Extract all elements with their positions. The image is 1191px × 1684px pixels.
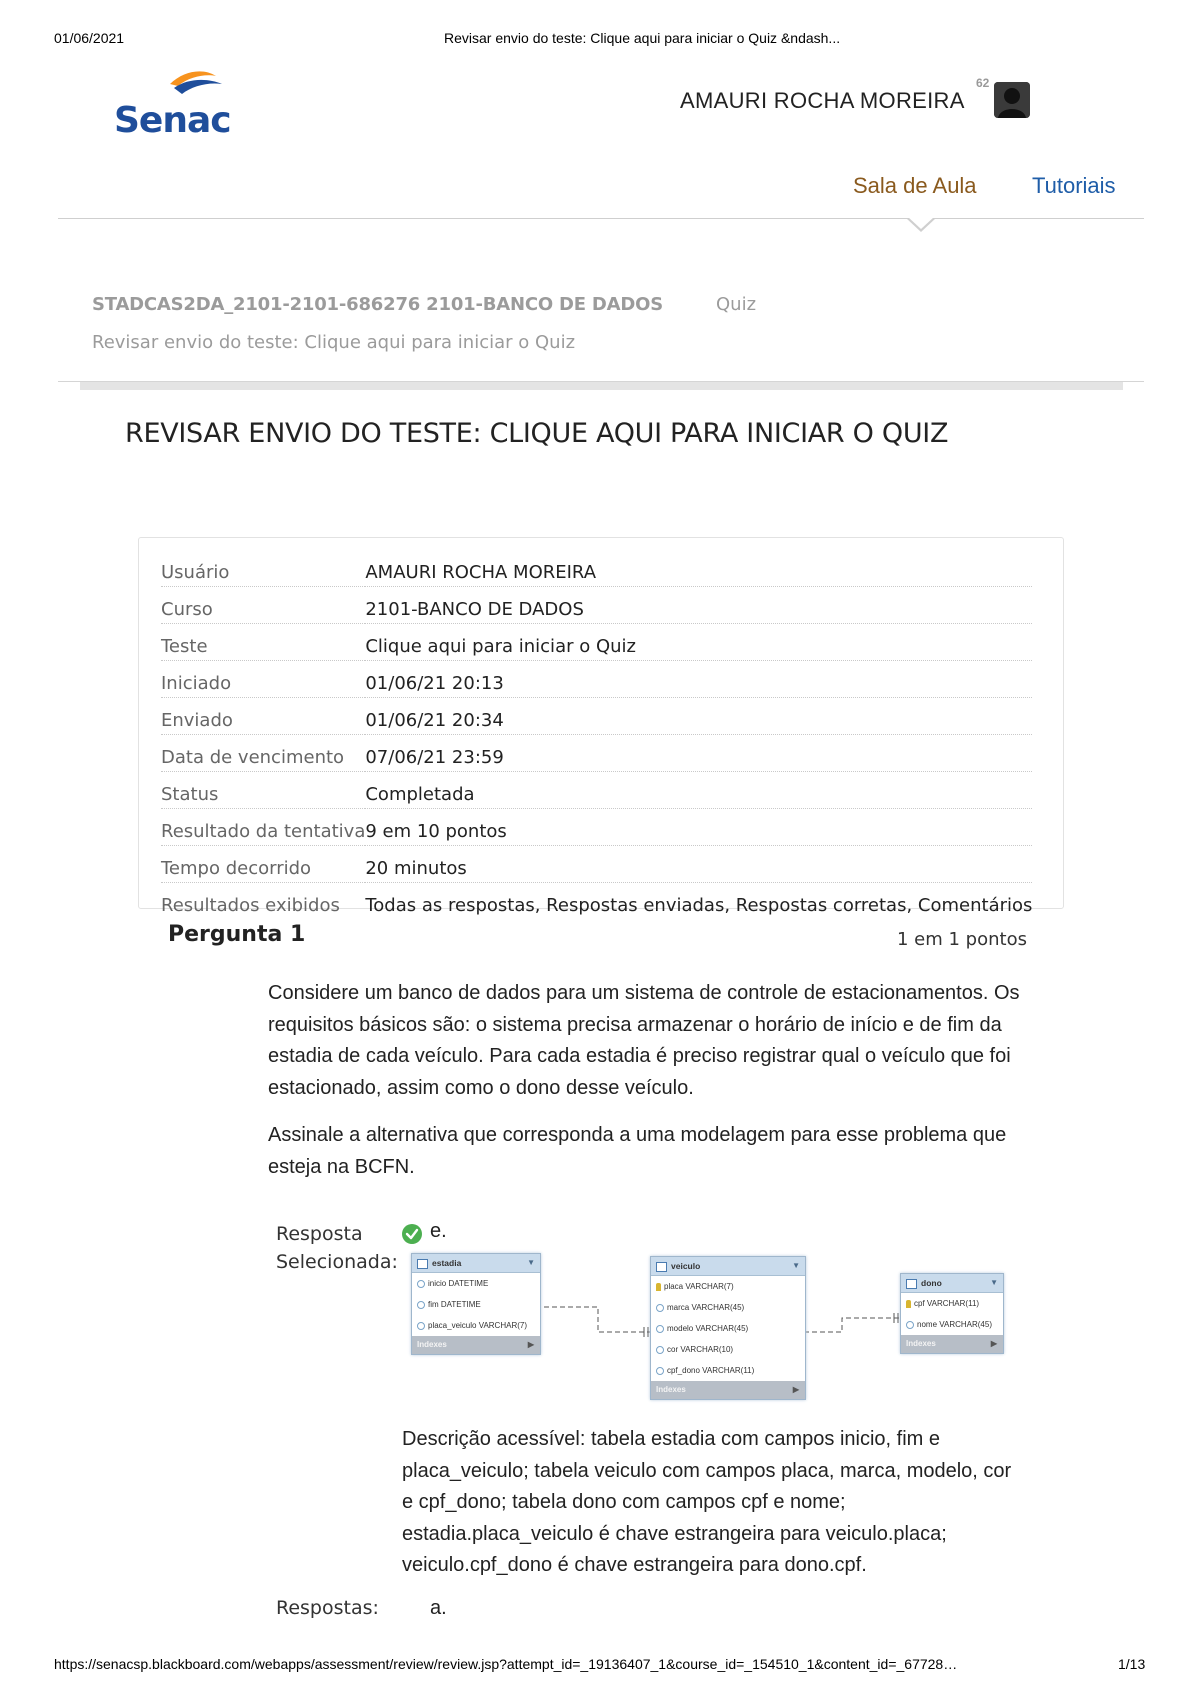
- er-field-text: cor VARCHAR(10): [667, 1345, 734, 1354]
- chevron-right-icon: ▶: [990, 1339, 997, 1348]
- info-value: 07/06/21 23:59: [365, 735, 1032, 772]
- info-value: Todas as respostas, Respostas enviadas, Respostas corretas, Comentários: [365, 895, 1033, 916]
- er-field-text: inicio DATETIME: [428, 1279, 489, 1288]
- answer-option-letter: a.: [430, 1597, 447, 1619]
- er-field: [651, 1360, 805, 1381]
- info-value: 01/06/21 20:34: [365, 698, 1032, 735]
- question-paragraph: Assinale a alternativa que corresponda a uma modelagem para esse problema que esteja na BCFN.: [268, 1124, 1007, 1178]
- info-label: Teste: [161, 624, 365, 661]
- table-icon: [656, 1262, 667, 1272]
- senac-logo-mark: [112, 66, 242, 140]
- info-label: Usuário: [161, 550, 365, 587]
- info-row: [161, 735, 1032, 772]
- info-row: [161, 661, 1032, 698]
- info-value: Completada: [365, 772, 1032, 809]
- info-value: 01/06/21 20:13: [365, 661, 1032, 698]
- attempt-info-table: [161, 550, 1032, 919]
- er-field-text: cpf_dono VARCHAR(11): [667, 1366, 755, 1375]
- er-table-estadia: [411, 1253, 541, 1355]
- er-indexes: [412, 1336, 540, 1354]
- nav-active-caret-inner: [908, 217, 934, 229]
- er-table-veiculo: [650, 1256, 806, 1400]
- er-field-text: marca VARCHAR(45): [667, 1303, 745, 1312]
- er-field-text: modelo VARCHAR(45): [667, 1324, 749, 1333]
- er-field-text: placa VARCHAR(7): [664, 1282, 734, 1291]
- info-value: Clique aqui para iniciar o Quiz: [365, 624, 1032, 661]
- primary-key-icon: [656, 1283, 661, 1291]
- nav-tutoriais[interactable]: Tutoriais: [1032, 173, 1116, 198]
- chevron-down-icon: ▼: [990, 1278, 998, 1287]
- er-field-text: fim DATETIME: [428, 1300, 481, 1309]
- info-value: 2101-BANCO DE DADOS: [365, 587, 1032, 624]
- er-field-text: cpf VARCHAR(11): [914, 1299, 980, 1308]
- question-points: 1 em 1 pontos: [897, 929, 1027, 950]
- info-row: [161, 587, 1032, 624]
- header-divider-bar: [80, 382, 1123, 390]
- er-table-name: dono: [921, 1278, 942, 1288]
- table-icon: [417, 1259, 428, 1269]
- er-field: [412, 1315, 540, 1336]
- attempt-info-box: [138, 537, 1064, 916]
- er-field: [412, 1294, 540, 1315]
- er-indexes: [901, 1335, 1003, 1353]
- info-row: [161, 698, 1032, 735]
- info-label: Curso: [161, 587, 365, 624]
- er-indexes-label: Indexes: [906, 1339, 936, 1348]
- selected-answer-label-line2: Selecionada:: [276, 1251, 398, 1273]
- field-icon: [656, 1346, 664, 1354]
- info-label: Iniciado: [161, 661, 365, 698]
- print-page-number: 1/13: [1118, 1656, 1146, 1672]
- question-paragraph: Considere um banco de dados para um sistema de controle de estacionamentos. Os requisitos básicos são: o sistema precisa armazenar o horário de início e de fim da estadia de cada veículo. Para cada estadia é preciso registrar qual o veículo que foi estacionado, assim como o dono desse veículo.: [268, 982, 1020, 1099]
- field-icon: [417, 1322, 425, 1330]
- er-field: [651, 1297, 805, 1318]
- user-name[interactable]: AMAURI ROCHA MOREIRA: [680, 88, 965, 113]
- info-label: Tempo decorrido: [161, 846, 365, 883]
- field-icon: [656, 1367, 664, 1375]
- info-row: [161, 809, 1032, 846]
- field-icon: [417, 1301, 425, 1309]
- er-field-text: nome VARCHAR(45): [917, 1320, 992, 1329]
- page-title: REVISAR ENVIO DO TESTE: CLIQUE AQUI PARA INICIAR O QUIZ: [125, 418, 949, 449]
- er-field: [651, 1276, 805, 1297]
- field-icon: [906, 1321, 914, 1329]
- er-field: [901, 1293, 1003, 1314]
- er-table-header: [412, 1254, 540, 1273]
- primary-key-icon: [906, 1300, 911, 1308]
- print-title: Revisar envio do teste: Clique aqui para iniciar o Quiz &ndash...: [444, 30, 841, 46]
- logo-text: Senac: [114, 100, 231, 140]
- field-icon: [656, 1325, 664, 1333]
- avatar[interactable]: [994, 82, 1030, 118]
- info-value: AMAURI ROCHA MOREIRA: [365, 550, 1032, 587]
- diagram-accessible-description: Descrição acessível: tabela estadia com campos inicio, fim e placa_veiculo; tabela veiculo com campos placa, marca, modelo, cor e cpf_dono; tabela dono com campos cpf e nome; estadia.placa_veiculo é chave estrangeira para veiculo.placa; veiculo.cpf_dono é chave estrangeira para dono.cpf.: [402, 1428, 1012, 1576]
- er-table-header: [901, 1274, 1003, 1293]
- print-url: https://senacsp.blackboard.com/webapps/assessment/review/review.jsp?attempt_id=_19136407_1&course_id=_154510_1&content_id=_67728…: [54, 1656, 958, 1672]
- selected-answer-letter: e.: [430, 1220, 447, 1242]
- table-icon: [906, 1279, 917, 1289]
- info-row: [161, 846, 1032, 883]
- er-field: [651, 1339, 805, 1360]
- er-table-header: [651, 1257, 805, 1276]
- info-value: 9 em 10 pontos: [365, 809, 1032, 846]
- question-title: Pergunta 1: [168, 922, 306, 947]
- info-row: [161, 883, 1032, 920]
- er-diagram: [400, 1248, 1020, 1418]
- print-date: 01/06/2021: [54, 30, 125, 46]
- info-row: [161, 772, 1032, 809]
- nav-sala-de-aula[interactable]: Sala de Aula: [853, 173, 977, 198]
- notification-count[interactable]: 62: [976, 76, 990, 90]
- breadcrumb-section[interactable]: Quiz: [716, 294, 757, 315]
- info-row: [161, 624, 1032, 661]
- breadcrumb-page: Revisar envio do teste: Clique aqui para iniciar o Quiz: [92, 332, 576, 353]
- er-indexes: [651, 1381, 805, 1399]
- er-table-name: estadia: [432, 1258, 462, 1268]
- breadcrumb-course[interactable]: STADCAS2DA_2101-2101-686276 2101-BANCO DE DADOS: [92, 294, 664, 315]
- info-row: [161, 550, 1032, 587]
- senac-logo[interactable]: [112, 66, 242, 140]
- selected-answer-label: [276, 1220, 398, 1276]
- question-text: [268, 978, 1028, 1199]
- er-table-dono: [900, 1273, 1004, 1354]
- info-label: Status: [161, 772, 365, 809]
- info-label: Resultados exibidos: [161, 895, 340, 916]
- chevron-down-icon: ▼: [792, 1261, 800, 1270]
- field-icon: [656, 1304, 664, 1312]
- info-label: Enviado: [161, 698, 365, 735]
- er-indexes-label: Indexes: [417, 1340, 447, 1349]
- user-icon: [994, 82, 1030, 118]
- chevron-right-icon: ▶: [527, 1340, 534, 1349]
- correct-check-icon: [402, 1224, 422, 1244]
- nav-divider: [58, 218, 1144, 219]
- field-icon: [417, 1280, 425, 1288]
- info-label: Resultado da tentativa: [161, 809, 365, 846]
- er-indexes-label: Indexes: [656, 1385, 686, 1394]
- er-table-name: veiculo: [671, 1261, 701, 1271]
- answers-label: Respostas:: [276, 1597, 379, 1619]
- selected-answer-label-line1: Resposta: [276, 1223, 363, 1245]
- chevron-right-icon: ▶: [792, 1385, 799, 1394]
- er-field-text: placa_veiculo VARCHAR(7): [428, 1321, 527, 1330]
- info-label: Data de vencimento: [161, 735, 365, 772]
- chevron-down-icon: ▼: [527, 1258, 535, 1267]
- er-field: [901, 1314, 1003, 1335]
- er-field: [651, 1318, 805, 1339]
- info-value: 20 minutos: [365, 846, 1032, 883]
- er-field: [412, 1273, 540, 1294]
